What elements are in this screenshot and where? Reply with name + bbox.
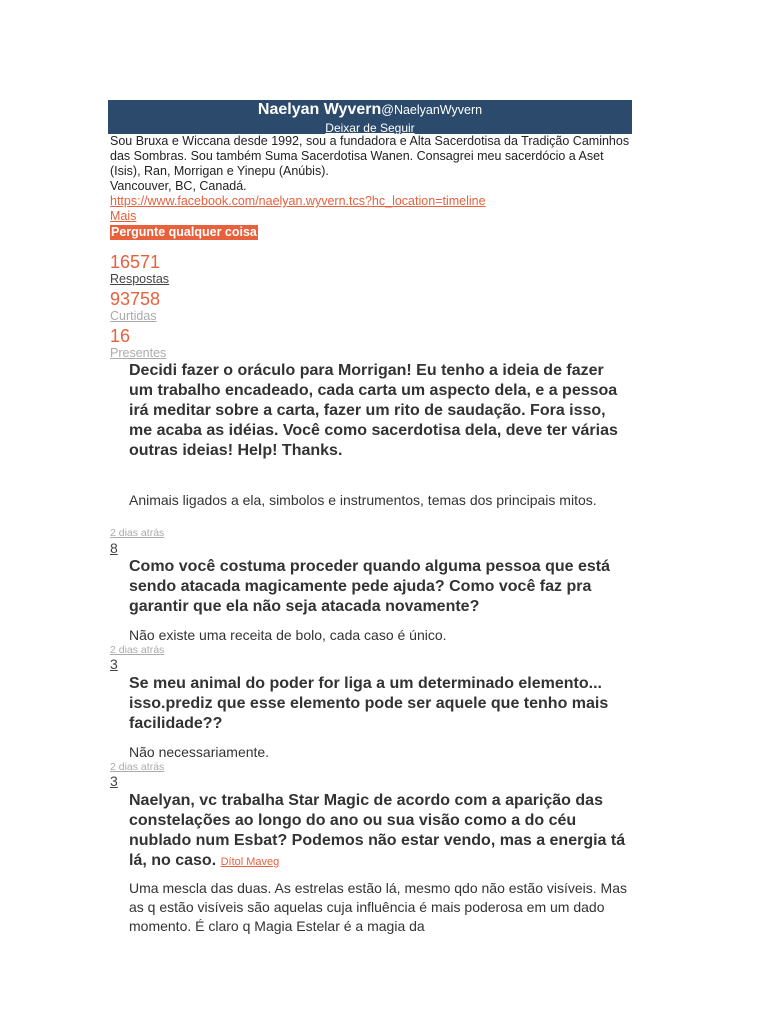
gifts-link[interactable]: Presentes	[110, 346, 167, 360]
question-text: Se meu animal do poder for liga a um determinado elemento... isso.prediz que esse elemento pode ser aquele que tenho mais facilidade??	[129, 675, 609, 732]
answer-timestamp[interactable]: 2 dias atrás	[110, 527, 165, 539]
profile-handle[interactable]: @NaelyanWyvern	[381, 103, 483, 117]
question-text: Decidi fazer o oráculo para Morrigan! Eu tenho a ideia de fazer um trabalho encadeado, cada carta um aspecto dela, e a pessoa irá meditar sobre a carta, fazer um rito de saudação. Fora isso, me acaba as idéias. Você como sacerdotisa dela, deve ter várias outras ideias! Help! Thanks.	[129, 362, 618, 459]
question-text	[129, 791, 629, 872]
question-text: Como você costuma proceder quando alguma pessoa que está sendo atacada magicamente pede ajuda? Como você faz pra garantir que ela não seja atacada novamente?	[129, 558, 611, 615]
answer-text: Animais ligados a ela, simbolos e instrumentos, temas dos principais mitos.	[129, 492, 597, 508]
likes-link[interactable]: Curtidas	[110, 309, 157, 323]
more-link[interactable]: Mais	[110, 209, 137, 223]
website-link[interactable]: https://www.facebook.com/naelyan.wyvern.tcs?hc_location=timeline	[110, 194, 486, 208]
question-body: Naelyan, vc trabalha Star Magic de acordo com a aparição das constelações ao longo do ano ou sua visão como a do céu nublado num Esbat? Podemos não estar vendo, mas a energia tá lá, no caso.	[129, 792, 626, 869]
profile-stats	[110, 252, 169, 363]
answer-text: Não necessariamente.	[129, 744, 270, 760]
answers-count: 16571	[110, 252, 161, 272]
answers-link[interactable]: Respostas	[110, 272, 170, 286]
answer-timestamp[interactable]: 2 dias atrás	[110, 761, 165, 773]
profile-header	[108, 100, 632, 134]
answer-likes[interactable]: 8	[110, 540, 118, 556]
answer-text: Uma mescla das duas. As estrelas estão lá, mesmo qdo não estão visíveis. Mas as q estão visíveis são aquelas cuja influência é mais poderosa em um dado momento. É claro q Magia Estelar é a magia da	[129, 880, 628, 934]
ask-button[interactable]: Pergunte qualquer coisa	[111, 225, 257, 239]
profile-bio	[110, 134, 630, 240]
bio-text: Sou Bruxa e Wiccana desde 1992, sou a fundadora e Alta Sacerdotisa da Tradição Caminhos das Sombras. Sou também Suma Sacerdotisa Wanen. Consagrei meu sacerdócio a Aset (Isis), Ran, Morrigan e Yinepu (Anúbis).	[110, 134, 630, 178]
answer-timestamp[interactable]: 2 dias atrás	[110, 644, 165, 656]
gifts-count: 16	[110, 326, 131, 346]
answer-likes[interactable]: 3	[110, 656, 118, 672]
asker-link[interactable]: Dítol Maveg	[220, 856, 280, 868]
likes-count: 93758	[110, 289, 161, 309]
unfollow-button[interactable]: Deixar de Seguir	[325, 121, 415, 135]
answer-likes[interactable]: 3	[110, 773, 118, 789]
bio-location: Vancouver, BC, Canadá.	[110, 179, 247, 193]
profile-name[interactable]: Naelyan Wyvern	[257, 101, 382, 118]
answer-text: Não existe uma receita de bolo, cada caso é único.	[129, 627, 447, 643]
